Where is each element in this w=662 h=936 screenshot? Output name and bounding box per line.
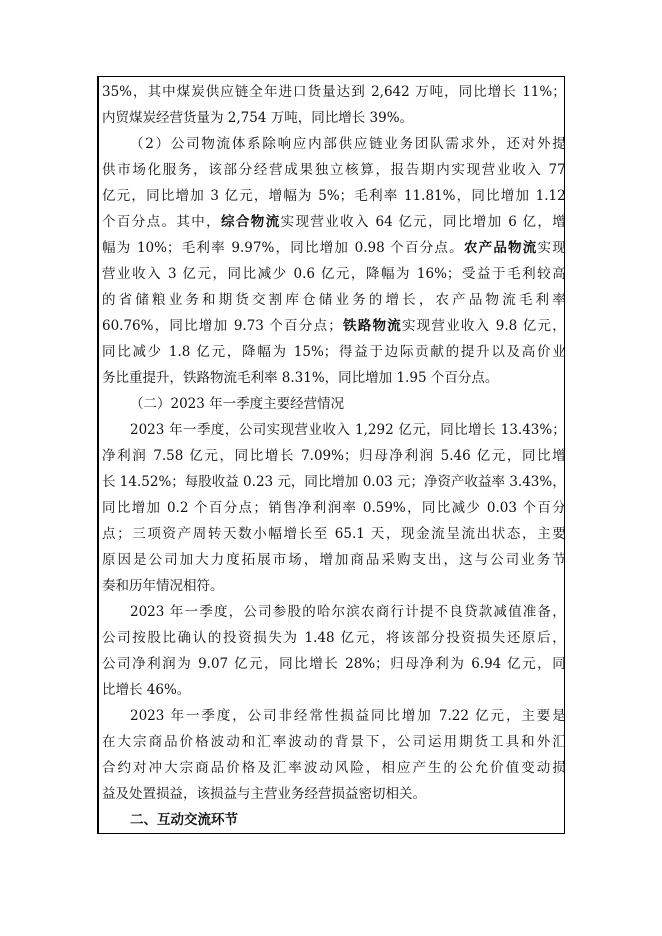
text-segment: 实现营业收入 9.8 亿元， [401,318,566,334]
text-segment: 点；三项资产周转天数小幅增长至 65.1 天，现金流呈流出状态，主要 [102,526,566,542]
text-segment: 长 14.52%；每股收益 0.23 元，同比增加 0.03 元；净资产收益率 3.43%， [102,474,566,490]
text-segment: 二、互动交流环节 [130,812,238,828]
section-heading [102,807,566,833]
text-segment: 供市场化服务，该部分经营成果独立核算，报告期内实现营业收入 77 [102,162,566,178]
bold-term: 综合物流 [221,214,281,230]
text-line [102,443,566,469]
paragraph [102,131,566,391]
text-segment: 营业收入 3 亿元，同比减少 0.6 亿元，降幅为 16%；受益于毛利较高 [102,266,566,282]
text-line [102,573,566,599]
text-segment: 35%，其中煤炭供应链全年进口货量达到 2,642 万吨，同比增长 11%； [102,84,566,100]
text-segment: 奏和历年情况相符。 [102,578,224,594]
text-line [102,79,566,105]
text-line [102,365,566,391]
paragraph [102,79,566,131]
text-line [102,729,566,755]
text-segment: 同比减少 1.8 亿元，降幅为 15%；得益于边际贡献的提升以及高价业 [102,344,566,360]
text-segment: 内贸煤炭经营货量为 2,754 万吨，同比增长 39%。 [102,110,414,126]
text-line [102,313,566,339]
text-segment: 60.76%，同比增加 9.73 个百分点； [102,318,342,334]
text-segment: 原因是公司加大力度拓展市场，增加商品采购支出，这与公司业务节 [102,552,566,568]
text-line [102,755,566,781]
text-segment: 务比重提升，铁路物流毛利率 8.31%，同比增加 1.95 个百分点。 [102,370,499,386]
text-line [102,183,566,209]
text-line [102,521,566,547]
text-line [102,547,566,573]
text-segment: 益及处置损益，该损益与主营业务经营损益密切相关。 [102,786,426,802]
text-line [102,495,566,521]
text-line [102,599,566,625]
text-line [102,235,566,261]
text-segment: （二）2023 年一季度主要经营情况 [130,396,345,412]
text-segment: 2023 年一季度，公司实现营业收入 1,292 亿元，同比增长 13.43%； [130,422,566,438]
text-line [102,703,566,729]
paragraph [102,599,566,703]
text-line [102,781,566,807]
content-table [97,76,565,834]
paragraph [102,703,566,807]
text-line [102,287,566,313]
text-line [102,807,566,833]
text-line [102,157,566,183]
text-segment: 比增长 46%。 [102,682,191,698]
text-line [102,625,566,651]
text-segment: 2023 年一季度，公司参股的哈尔滨农商行计提不良贷款减值准备， [130,604,566,620]
text-line [102,131,566,157]
text-line [102,391,566,417]
text-segment: 2023 年一季度，公司非经常性损益同比增加 7.22 亿元，主要是 [130,708,566,724]
text-line [102,209,566,235]
text-segment: 的省储粮业务和期货交割库仓储业务的增长，农产品物流毛利率 [102,292,566,308]
text-segment: （2）公司物流体系除响应内部供应链业务团队需求外，还对外提 [130,136,566,152]
text-segment: 幅为 10%；毛利率 9.97%，同比增加 0.98 个百分点。 [102,240,464,256]
text-segment: 公司按股比确认的投资损失为 1.48 亿元，将该部分投资损失还原后， [102,630,566,646]
content-cell [99,77,570,833]
text-segment: 实现 [537,240,566,256]
text-line [102,261,566,287]
text-line [102,339,566,365]
text-line [102,651,566,677]
text-segment: 个百分点。其中， [102,214,222,230]
text-line [102,469,566,495]
text-segment: 同比增加 0.2 个百分点；销售净利润率 0.59%，同比减少 0.03 个百分 [102,500,566,516]
text-line [102,105,566,131]
text-segment: 亿元，同比增加 3 亿元，增幅为 5%；毛利率 11.81%，同比增加 1.12 [102,188,566,204]
text-segment: 实现营业收入 64 亿元，同比增加 6 亿，增 [280,214,566,230]
text-segment: 公司净利润为 9.07 亿元，同比增长 28%；归母净利为 6.94 亿元，同 [102,656,566,672]
text-segment: 净利润 7.58 亿元，同比增长 7.09%；归母净利润 5.46 亿元，同比增 [102,448,566,464]
text-segment: 在大宗商品价格波动和汇率波动的背景下，公司运用期货工具和外汇 [102,734,566,750]
paragraph [102,417,566,599]
bold-term: 农产品物流 [463,240,538,256]
bold-term: 铁路物流 [341,318,402,334]
text-line [102,417,566,443]
text-segment: 合约对冲大宗商品价格及汇率波动风险，相应产生的公允价值变动损 [102,760,566,776]
text-line [102,677,566,703]
paragraph [102,391,566,417]
